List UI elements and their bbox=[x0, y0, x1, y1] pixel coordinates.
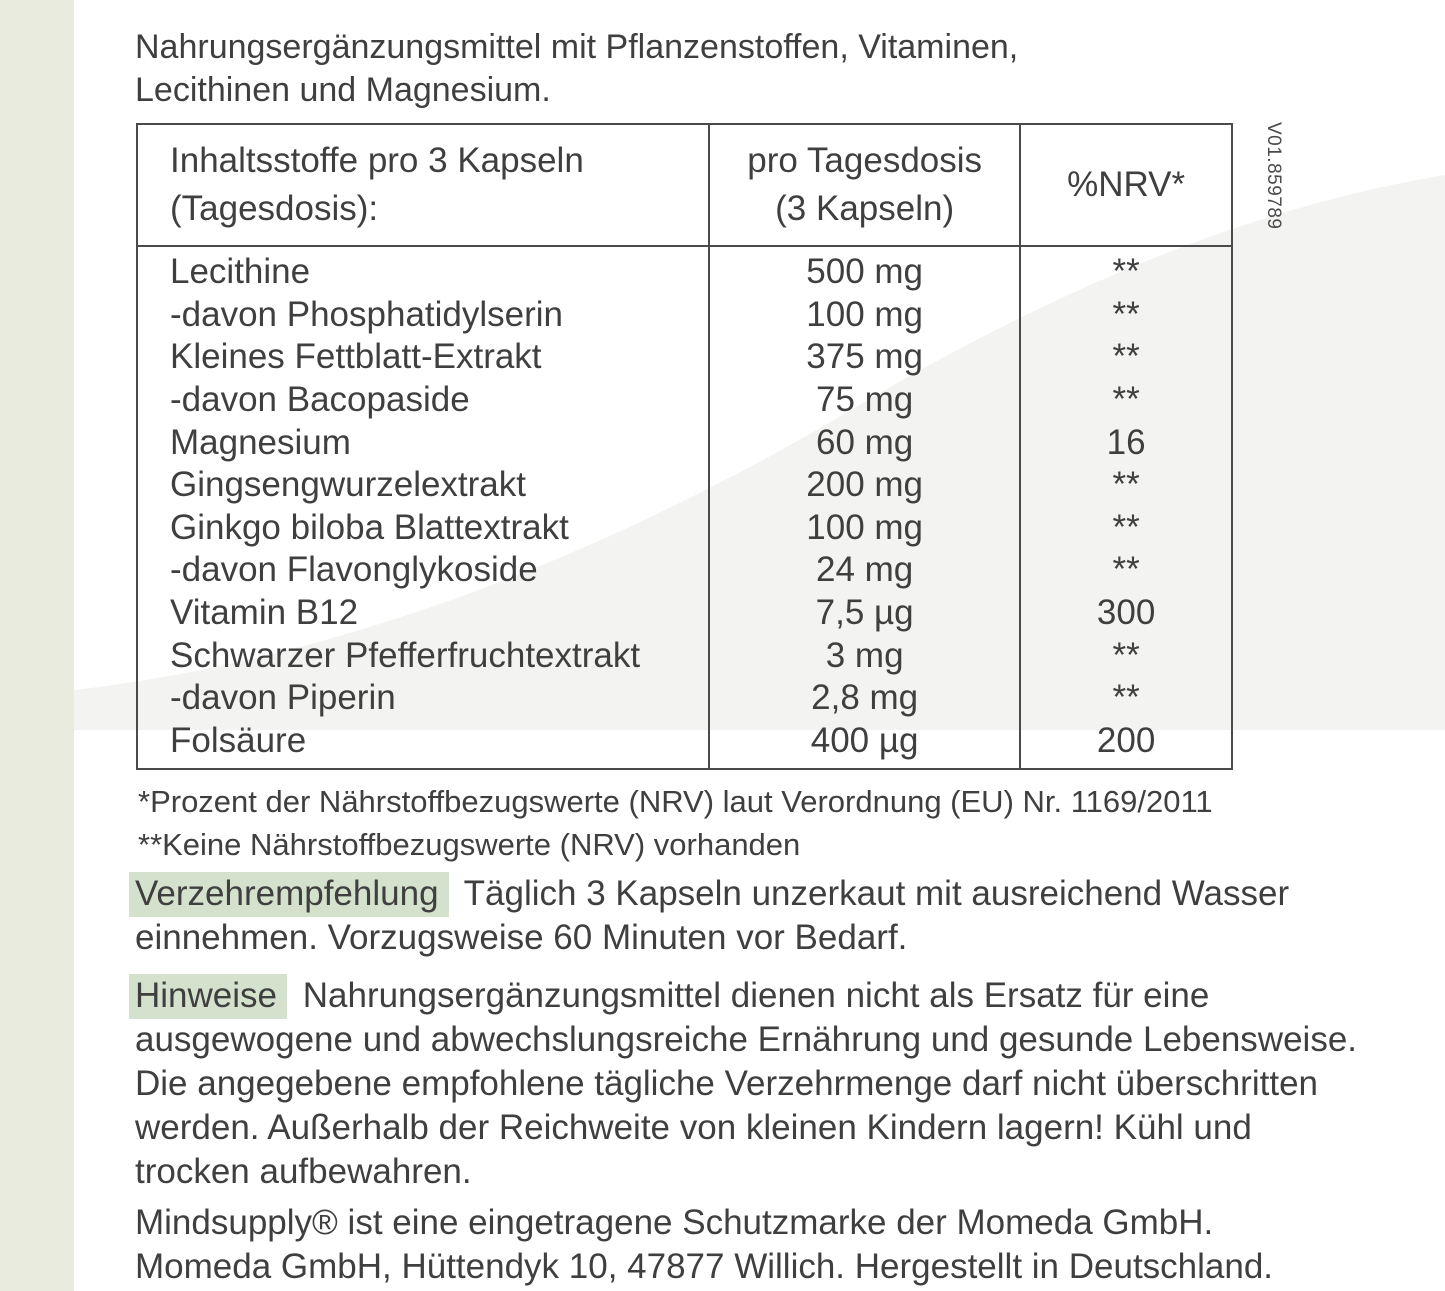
table-row bbox=[137, 294, 1232, 337]
trademark-info bbox=[135, 1201, 1273, 1289]
ingredient-dose: 200 mg bbox=[709, 464, 1020, 507]
ingredient-name: Magnesium bbox=[137, 421, 709, 464]
dosage-label: Verzehrempfehlung bbox=[129, 872, 449, 917]
manufacturer-address: Momeda GmbH, Hüttendyk 10, 47877 Willich. Hergestellt in Deutschland. bbox=[135, 1247, 1274, 1286]
table-row bbox=[137, 677, 1232, 720]
ingredient-dose: 2,8 mg bbox=[709, 677, 1020, 720]
dosage-text: Täglich 3 Kapseln unzerkaut mit ausreichend Wasser einnehmen. Vorzugsweise 60 Minuten vor Bedarf. bbox=[135, 874, 1290, 957]
ingredient-name: -davon Piperin bbox=[137, 677, 709, 720]
ingredient-dose: 500 mg bbox=[709, 246, 1020, 294]
footnote-nrv: *Prozent der Nährstoffbezugswerte (NRV) laut Verordnung (EU) Nr. 1169/2011 bbox=[138, 784, 1213, 819]
ingredient-name: Kleines Fettblatt-Extrakt bbox=[137, 336, 709, 379]
product-description-line-1: Nahrungsergänzungsmittel mit Pflanzenstoffen, Vitaminen, bbox=[135, 28, 1019, 66]
dosage-recommendation bbox=[135, 872, 1315, 960]
table-row bbox=[137, 549, 1232, 592]
ingredient-name: Folsäure bbox=[137, 720, 709, 770]
ingredient-dose: 400 µg bbox=[709, 720, 1020, 770]
header-daily-dose bbox=[709, 124, 1020, 246]
notes-section bbox=[135, 974, 1365, 1194]
ingredient-nrv: 300 bbox=[1020, 592, 1232, 635]
table-row bbox=[137, 336, 1232, 379]
table-row bbox=[137, 592, 1232, 635]
ingredient-name: Schwarzer Pfefferfruchtextrakt bbox=[137, 634, 709, 677]
ingredient-name: -davon Phosphatidylserin bbox=[137, 294, 709, 337]
table-row bbox=[137, 379, 1232, 422]
ingredient-nrv: ** bbox=[1020, 294, 1232, 337]
ingredient-nrv: ** bbox=[1020, 336, 1232, 379]
header-ingredients-line-2: (Tagesdosis): bbox=[170, 189, 379, 228]
ingredient-nrv: 200 bbox=[1020, 720, 1232, 770]
table-row bbox=[137, 246, 1232, 294]
ingredient-dose: 7,5 µg bbox=[709, 592, 1020, 635]
notes-text: Nahrungsergänzungsmittel dienen nicht als Ersatz für eine ausgewogene und abwechslungsreiche Ernährung und gesunde Lebensweise. Die angegebene empfohlene tägliche Verzehrmenge darf nicht überschritten werden. Außerhalb der Reichweite von kleinen Kindern lagern! Kühl und trocken aufbewahren. bbox=[135, 976, 1358, 1191]
version-code: V01.859789 bbox=[1263, 122, 1284, 230]
ingredient-name: Gingsengwurzelextrakt bbox=[137, 464, 709, 507]
table-row bbox=[137, 634, 1232, 677]
ingredient-dose: 100 mg bbox=[709, 507, 1020, 550]
header-nrv: %NRV* bbox=[1020, 124, 1232, 246]
ingredient-dose: 60 mg bbox=[709, 421, 1020, 464]
ingredient-dose: 24 mg bbox=[709, 549, 1020, 592]
ingredient-name: Ginkgo biloba Blattextrakt bbox=[137, 507, 709, 550]
ingredients-table-header bbox=[137, 124, 1232, 246]
ingredient-nrv: ** bbox=[1020, 379, 1232, 422]
ingredient-dose: 3 mg bbox=[709, 634, 1020, 677]
table-row bbox=[137, 507, 1232, 550]
product-description-line-2: Lecithinen und Magnesium. bbox=[135, 71, 551, 109]
ingredient-dose: 375 mg bbox=[709, 336, 1020, 379]
ingredient-nrv: 16 bbox=[1020, 421, 1232, 464]
table-row bbox=[137, 421, 1232, 464]
header-daily-dose-line-2: (3 Kapseln) bbox=[775, 189, 955, 228]
notes-label: Hinweise bbox=[129, 974, 287, 1019]
ingredient-dose: 75 mg bbox=[709, 379, 1020, 422]
footnote-no-nrv: **Keine Nährstoffbezugswerte (NRV) vorhanden bbox=[138, 827, 801, 862]
ingredient-nrv: ** bbox=[1020, 464, 1232, 507]
trademark-line: Mindsupply® ist eine eingetragene Schutzmarke der Momeda GmbH. bbox=[135, 1203, 1214, 1242]
ingredient-name: Vitamin B12 bbox=[137, 592, 709, 635]
ingredient-nrv: ** bbox=[1020, 507, 1232, 550]
product-description bbox=[135, 26, 1235, 112]
ingredient-nrv: ** bbox=[1020, 634, 1232, 677]
header-ingredients-line-1: Inhaltsstoffe pro 3 Kapseln bbox=[170, 141, 584, 180]
ingredient-name: -davon Bacopaside bbox=[137, 379, 709, 422]
table-row bbox=[137, 464, 1232, 507]
table-row bbox=[137, 720, 1232, 770]
ingredient-dose: 100 mg bbox=[709, 294, 1020, 337]
ingredient-nrv: ** bbox=[1020, 246, 1232, 294]
header-ingredients bbox=[137, 124, 709, 246]
ingredient-name: -davon Flavonglykoside bbox=[137, 549, 709, 592]
header-daily-dose-line-1: pro Tagesdosis bbox=[747, 141, 983, 180]
ingredients-table bbox=[136, 123, 1233, 770]
ingredient-nrv: ** bbox=[1020, 549, 1232, 592]
ingredient-name: Lecithine bbox=[137, 246, 709, 294]
ingredient-nrv: ** bbox=[1020, 677, 1232, 720]
footnotes bbox=[138, 780, 1213, 866]
